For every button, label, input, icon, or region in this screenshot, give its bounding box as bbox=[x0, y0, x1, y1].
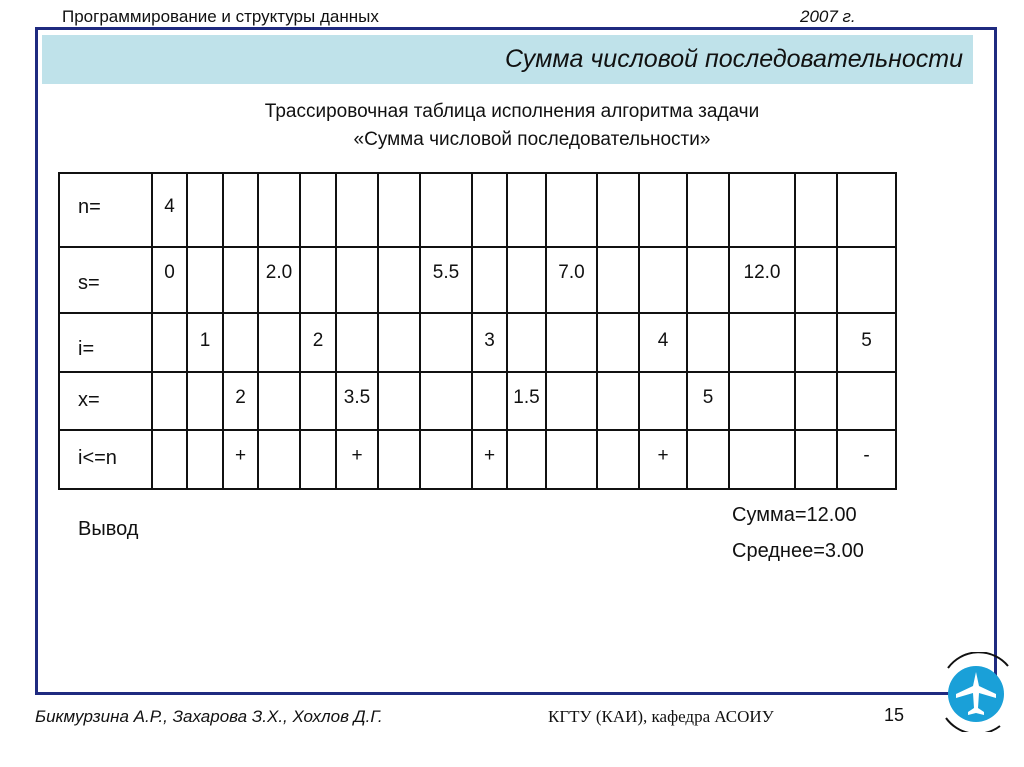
trace-cell-value: 1.5 bbox=[513, 387, 540, 408]
trace-cell bbox=[336, 313, 378, 372]
trace-cell bbox=[687, 173, 729, 247]
trace-row bbox=[59, 313, 896, 372]
trace-cell bbox=[687, 313, 729, 372]
trace-row bbox=[59, 247, 896, 313]
footer-authors: Бикмурзина А.Р., Захарова З.Х., Хохлов Д.Г. bbox=[35, 707, 383, 726]
trace-cell bbox=[300, 173, 336, 247]
trace-cell bbox=[258, 313, 300, 372]
airplane-icon bbox=[938, 652, 1018, 732]
trace-row bbox=[59, 372, 896, 430]
trace-cell bbox=[187, 247, 223, 313]
trace-row-label-cell bbox=[59, 372, 152, 430]
output-label: Вывод bbox=[78, 518, 139, 540]
trace-cell bbox=[795, 247, 837, 313]
trace-cell-value: + bbox=[657, 445, 669, 466]
trace-cell bbox=[378, 173, 420, 247]
trace-row-label-cell bbox=[59, 247, 152, 313]
trace-cell bbox=[258, 247, 300, 313]
trace-cell bbox=[152, 430, 187, 489]
trace-cell bbox=[837, 173, 896, 247]
title-bar bbox=[42, 35, 973, 84]
trace-row bbox=[59, 430, 896, 489]
trace-cell bbox=[336, 247, 378, 313]
trace-cell bbox=[795, 313, 837, 372]
trace-cell bbox=[795, 372, 837, 430]
trace-row bbox=[59, 173, 896, 247]
trace-cell bbox=[258, 173, 300, 247]
trace-cell-value: 1 bbox=[199, 330, 211, 351]
trace-cell bbox=[187, 430, 223, 489]
trace-cell bbox=[187, 313, 223, 372]
trace-cell bbox=[472, 372, 507, 430]
trace-cell bbox=[597, 430, 639, 489]
trace-cell bbox=[300, 247, 336, 313]
trace-cell bbox=[546, 372, 597, 430]
trace-cell bbox=[507, 247, 546, 313]
trace-cell-value: 0 bbox=[164, 262, 175, 283]
trace-cell bbox=[795, 173, 837, 247]
trace-cell-value: 2.0 bbox=[265, 262, 293, 283]
trace-cell bbox=[639, 430, 687, 489]
trace-cell bbox=[507, 430, 546, 489]
trace-cell-value: 2 bbox=[235, 387, 246, 408]
trace-row-label: i<=n bbox=[78, 447, 117, 469]
trace-cell bbox=[258, 430, 300, 489]
trace-cell bbox=[687, 372, 729, 430]
trace-cell bbox=[546, 247, 597, 313]
trace-cell bbox=[687, 430, 729, 489]
slide-title: Сумма числовой последовательности bbox=[504, 45, 963, 73]
trace-cell bbox=[472, 313, 507, 372]
trace-cell-value: 5 bbox=[702, 387, 714, 408]
trace-cell bbox=[420, 430, 472, 489]
trace-cell-value: 7.0 bbox=[558, 262, 585, 283]
course-title: Программирование и структуры данных bbox=[62, 7, 379, 26]
trace-cell bbox=[472, 430, 507, 489]
trace-cell-value: 2 bbox=[312, 330, 324, 351]
trace-cell bbox=[187, 173, 223, 247]
trace-cell bbox=[729, 247, 795, 313]
table-caption-line1: Трассировочная таблица исполнения алгоритма задачи bbox=[264, 101, 760, 122]
trace-cell bbox=[223, 372, 258, 430]
trace-cell bbox=[152, 247, 187, 313]
trace-cell bbox=[639, 173, 687, 247]
trace-cell bbox=[837, 372, 896, 430]
trace-cell bbox=[639, 313, 687, 372]
trace-row-label: x= bbox=[78, 389, 100, 411]
trace-row-label: i= bbox=[78, 338, 95, 360]
trace-row-label: n= bbox=[78, 196, 101, 218]
trace-cell bbox=[729, 313, 795, 372]
average-result: Среднее=3.00 bbox=[732, 540, 864, 562]
trace-cell bbox=[378, 313, 420, 372]
trace-cell bbox=[687, 247, 729, 313]
trace-cell bbox=[546, 430, 597, 489]
trace-cell bbox=[472, 173, 507, 247]
trace-cell bbox=[223, 313, 258, 372]
trace-cell bbox=[639, 372, 687, 430]
trace-cell bbox=[546, 313, 597, 372]
trace-cell bbox=[597, 173, 639, 247]
trace-cell bbox=[420, 247, 472, 313]
trace-cell-value: 3 bbox=[484, 330, 495, 351]
page-number: 15 bbox=[884, 705, 905, 725]
trace-cell bbox=[152, 173, 187, 247]
trace-row-label: s= bbox=[78, 272, 100, 294]
trace-cell bbox=[837, 313, 896, 372]
trace-cell bbox=[546, 173, 597, 247]
trace-cell bbox=[597, 247, 639, 313]
trace-cell bbox=[336, 372, 378, 430]
sum-result: Сумма=12.00 bbox=[732, 504, 857, 526]
trace-cell bbox=[597, 313, 639, 372]
trace-cell bbox=[729, 173, 795, 247]
trace-row-label-cell bbox=[59, 430, 152, 489]
trace-cell bbox=[223, 173, 258, 247]
trace-cell bbox=[420, 173, 472, 247]
trace-cell-value: 5 bbox=[861, 330, 872, 351]
trace-cell-value: 3.5 bbox=[343, 387, 371, 408]
trace-cell bbox=[300, 372, 336, 430]
trace-cell bbox=[795, 430, 837, 489]
trace-cell bbox=[639, 247, 687, 313]
trace-cell bbox=[597, 372, 639, 430]
trace-cell-value: 4 bbox=[164, 196, 175, 217]
trace-cell bbox=[507, 173, 546, 247]
trace-cell bbox=[223, 430, 258, 489]
trace-table bbox=[58, 172, 897, 490]
trace-cell bbox=[729, 372, 795, 430]
trace-cell bbox=[336, 430, 378, 489]
trace-cell bbox=[187, 372, 223, 430]
trace-cell bbox=[223, 247, 258, 313]
trace-cell bbox=[152, 313, 187, 372]
trace-cell bbox=[507, 313, 546, 372]
trace-cell bbox=[729, 430, 795, 489]
trace-cell-value: 5.5 bbox=[432, 262, 460, 283]
trace-row-label-cell bbox=[59, 173, 152, 247]
trace-cell bbox=[258, 372, 300, 430]
trace-cell bbox=[472, 247, 507, 313]
trace-cell-value: 12.0 bbox=[743, 262, 781, 283]
trace-cell bbox=[420, 313, 472, 372]
trace-cell-value: + bbox=[483, 445, 496, 466]
trace-cell bbox=[837, 430, 896, 489]
trace-cell bbox=[378, 430, 420, 489]
year-label: 2007 г. bbox=[800, 7, 856, 26]
trace-cell bbox=[378, 247, 420, 313]
trace-cell-value: - bbox=[863, 445, 870, 466]
trace-row-label-cell bbox=[59, 313, 152, 372]
trace-cell bbox=[336, 173, 378, 247]
footer-institution: КГТУ (КАИ), кафедра АСОИУ bbox=[548, 707, 774, 726]
trace-cell bbox=[507, 372, 546, 430]
table-caption-line2: «Сумма числовой последовательности» bbox=[353, 129, 711, 150]
trace-cell-value: 4 bbox=[657, 330, 669, 351]
trace-cell bbox=[837, 247, 896, 313]
trace-cell bbox=[378, 372, 420, 430]
trace-cell bbox=[300, 430, 336, 489]
trace-cell-value: + bbox=[351, 445, 363, 466]
trace-cell bbox=[152, 372, 187, 430]
trace-cell bbox=[300, 313, 336, 372]
trace-cell bbox=[420, 372, 472, 430]
trace-cell-value: + bbox=[234, 445, 247, 466]
